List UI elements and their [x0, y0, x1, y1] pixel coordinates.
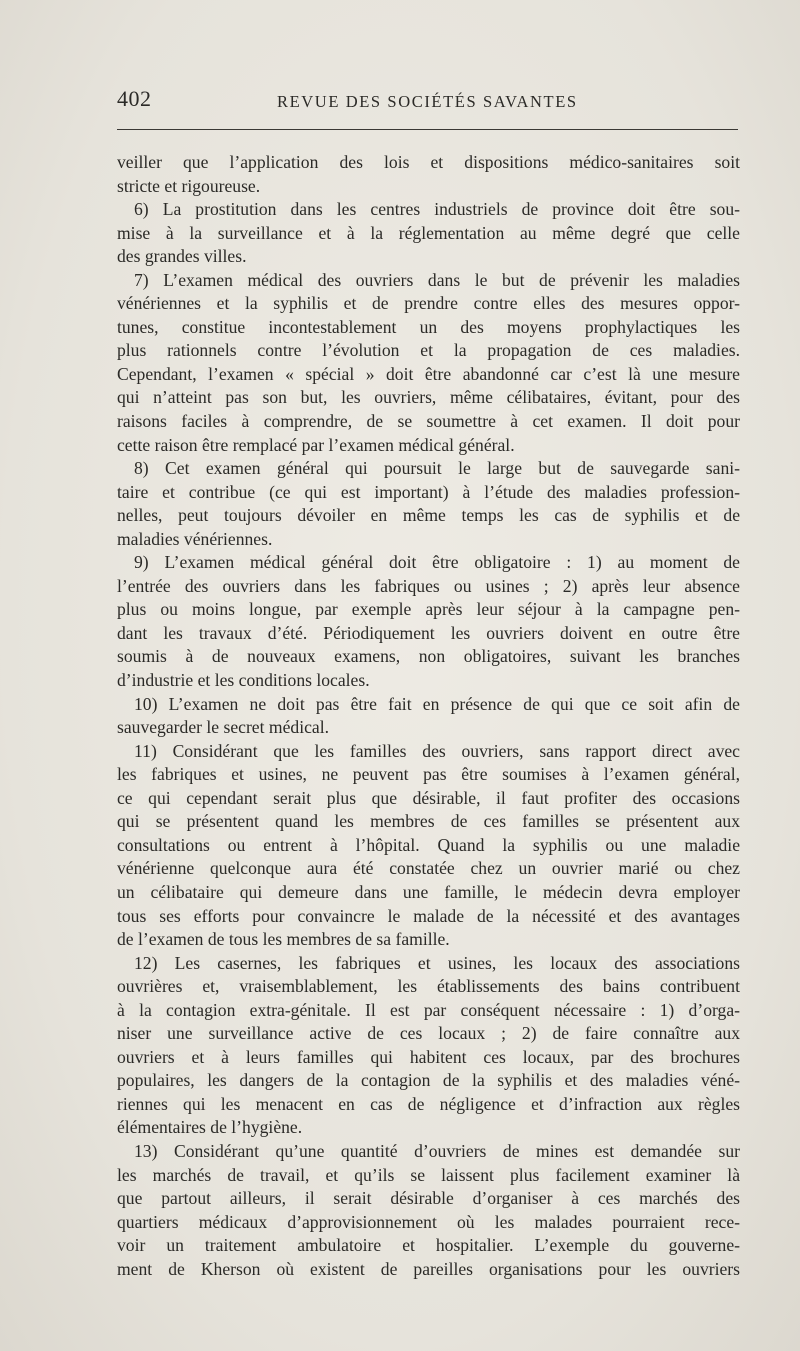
text-line: plus ou moins longue, par exemple après leur séjour à la campagne pen- — [117, 599, 740, 620]
text-line: les marchés de travail, et qu’ils se laissent plus facilement examiner là — [117, 1164, 740, 1185]
text-line: voir un traitement ambulatoire et hospitalier. L’exemple du gouverne- — [117, 1235, 740, 1256]
text-line: 13) Considérant qu’une quantité d’ouvriers de mines est demandée sur — [134, 1140, 740, 1161]
text-line: sauvegarder le secret médical. — [117, 717, 329, 738]
text-line: qui se présentent quand les membres de ces familles se présentent aux — [117, 811, 740, 832]
text-line: raisons faciles à comprendre, de se soumettre à cet examen. Il doit pour — [117, 411, 740, 432]
text-line: de l’examen de tous les membres de sa famille. — [117, 929, 450, 950]
text-line: d’industrie et les conditions locales. — [117, 670, 370, 691]
page-header — [117, 86, 740, 126]
text-line: 12) Les casernes, les fabriques et usines, les locaux des associations — [134, 952, 740, 973]
text-line: nelles, peut toujours dévoiler en même temps les cas de syphilis et de — [117, 505, 740, 526]
text-line: plus rationnels contre l’évolution et la propagation de ces maladies. — [117, 340, 740, 361]
header-rule — [117, 129, 738, 130]
text-line: 10) L’examen ne doit pas être fait en présence de qui que ce soit afin de — [134, 693, 740, 714]
text-line: dant les travaux d’été. Périodiquement les ouvriers doivent en outre être — [117, 622, 740, 643]
text-line: 6) La prostitution dans les centres industriels de province doit être sou- — [134, 199, 740, 220]
text-line: ment de Kherson où existent de pareilles organisations pour les ouvriers — [117, 1258, 740, 1279]
text-line: cette raison être remplacé par l’examen médical général. — [117, 434, 515, 455]
text-line: vénérienne quelconque aura été constatée chez un ouvrier marié ou chez — [117, 858, 740, 879]
text-line: ce qui cependant serait plus que désirable, il faut profiter des occasions — [117, 787, 740, 808]
page-number: 402 — [117, 86, 152, 111]
text-line: les fabriques et usines, ne peuvent pas être soumises à l’examen général, — [117, 764, 740, 785]
running-title: REVUE DES SOCIÉTÉS SAVANTES — [277, 92, 578, 111]
text-line: 11) Considérant que les familles des ouvriers, sans rapport direct avec — [134, 740, 740, 761]
text-line: consultations ou entrent à l’hôpital. Quand la syphilis ou une maladie — [117, 834, 740, 855]
text-line: que partout ailleurs, il serait désirable d’organiser à ces marchés des — [117, 1188, 740, 1209]
text-line: riennes qui les menacent en cas de négligence et d’infraction aux règles — [117, 1093, 740, 1114]
text-line: taire et contribue (ce qui est important) à l’étude des maladies profession- — [117, 481, 740, 502]
text-line: ouvriers et à leurs familles qui habitent ces locaux, par des brochures — [117, 1046, 740, 1067]
text-line: maladies vénériennes. — [117, 528, 273, 549]
text-line: l’entrée des ouvriers dans les fabriques ou usines ; 2) après leur absence — [117, 575, 740, 596]
text-line: élémentaires de l’hygiène. — [117, 1117, 303, 1138]
text-line: veiller que l’application des lois et dispositions médico-sanitaires soit — [117, 152, 740, 172]
text-line: 7) L’examen médical des ouvriers dans le but de prévenir les maladies — [134, 269, 740, 290]
text-line: tunes, constitue incontestablement un des moyens prophylactiques les — [117, 316, 740, 337]
text-line: 8) Cet examen général qui poursuit le large but de sauvegarde sani- — [134, 458, 740, 479]
text-line: soumis à de nouveaux examens, non obligatoires, suivant les branches — [117, 646, 740, 667]
text-line: 9) L’examen médical général doit être obligatoire : 1) au moment de — [134, 552, 740, 573]
body-text — [117, 151, 740, 1281]
text-line: ouvrières et, vraisemblablement, les établissements des bains contribuent — [117, 976, 740, 997]
text-line: stricte et rigoureuse. — [117, 175, 261, 196]
text-line: qui n’atteint pas son but, les ouvriers, même célibataires, évitant, pour des — [117, 387, 740, 408]
text-line: niser une surveillance active de ces locaux ; 2) de faire connaître aux — [117, 1023, 740, 1044]
text-line: Cependant, l’examen « spécial » doit être abandonné car c’est là une mesure — [117, 363, 740, 384]
text-line: quartiers médicaux d’approvisionnement où les malades pourraient rece- — [117, 1211, 740, 1232]
text-line: mise à la surveillance et à la réglementation au même degré que celle — [117, 222, 740, 243]
text-line: tous ses efforts pour convaincre le malade de la nécessité et des avantages — [117, 905, 740, 926]
text-line: vénériennes et la syphilis et de prendre contre elles des mesures oppor- — [117, 293, 740, 314]
text-line: populaires, les dangers de la contagion de la syphilis et des maladies véné- — [117, 1070, 740, 1091]
text-line: à la contagion extra-génitale. Il est par conséquent nécessaire : 1) d’orga- — [117, 999, 740, 1020]
text-line: un célibataire qui demeure dans une famille, le médecin devra employer — [117, 881, 740, 902]
text-line: des grandes villes. — [117, 246, 247, 267]
